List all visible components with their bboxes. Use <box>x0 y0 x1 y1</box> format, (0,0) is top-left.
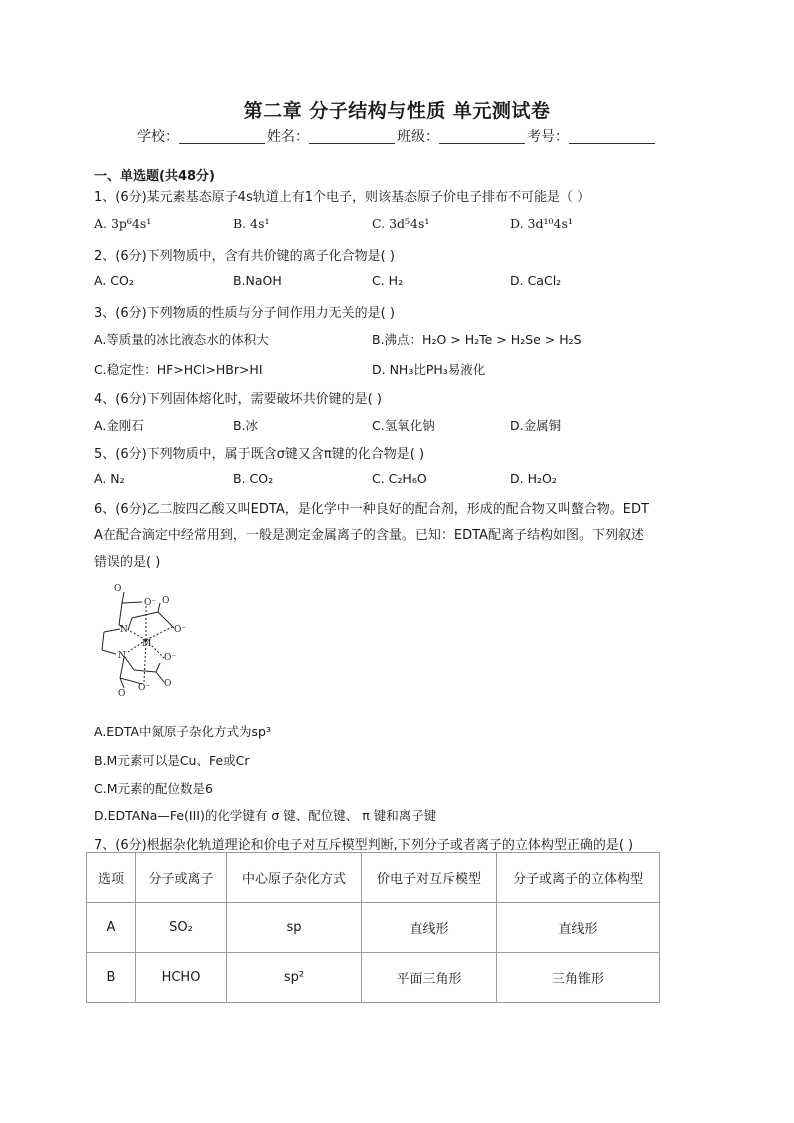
q3-option-a: A.等质量的冰比液态水的体积大 <box>94 332 269 347</box>
fig-n-label: N <box>118 651 126 661</box>
q1-option-d: D. 3d¹⁰4s¹ <box>510 216 573 231</box>
table-header-row <box>87 853 660 903</box>
question-4-stem: 4、(6分)下列固体熔化时，需要破坏共价键的是( ) <box>94 392 382 407</box>
number-blank[interactable] <box>569 129 655 144</box>
student-info-line <box>0 126 794 146</box>
q4-option-c: C.氢氧化钠 <box>372 418 435 433</box>
q6-option-d: D.EDTANa—Fe(III)的化学键有 σ 键、配位键、 π 键和离子键 <box>94 808 437 823</box>
fig-o-label: O <box>164 679 172 689</box>
q6-option-c: C.M元素的配位数是6 <box>94 781 213 796</box>
table-header-cell: 分子或离子的立体构型 <box>497 853 660 903</box>
q3-option-b: B.沸点：H₂O > H₂Te > H₂Se > H₂S <box>372 332 582 347</box>
q6-option-b: B.M元素可以是Cu、Fe或Cr <box>94 753 250 768</box>
class-label: 班级： <box>397 129 439 145</box>
q2-option-a: A. CO₂ <box>94 273 134 288</box>
school-label: 学校： <box>137 129 179 145</box>
page-title: 第二章 分子结构与性质 单元测试卷 <box>243 100 551 122</box>
school-blank[interactable] <box>179 129 265 144</box>
q1-option-c: C. 3d⁵4s¹ <box>372 216 430 231</box>
table-cell: HCHO <box>136 953 227 1003</box>
fig-o-label: O <box>114 584 122 594</box>
fig-m-label: M <box>142 639 152 649</box>
q2-option-b: B.NaOH <box>233 273 282 288</box>
fig-o-label: O <box>118 689 126 698</box>
q2-option-c: C. H₂ <box>372 273 404 288</box>
question-7-table <box>86 852 660 1003</box>
fig-om-label: O⁻ <box>164 653 177 663</box>
table-cell: 直线形 <box>497 903 660 953</box>
q1-option-b: B. 4s¹ <box>233 216 270 231</box>
fig-om-label: O⁻ <box>138 683 151 693</box>
q5-option-c: C. C₂H₆O <box>372 471 427 486</box>
table-cell: 直线形 <box>362 903 497 953</box>
q2-option-d: D. CaCl₂ <box>510 273 562 288</box>
name-blank[interactable] <box>309 129 395 144</box>
table-cell: SO₂ <box>136 903 227 953</box>
q5-option-b: B. CO₂ <box>233 471 274 486</box>
name-label: 姓名： <box>267 129 309 145</box>
q3-option-c: C.稳定性：HF>HCl>HBr>HI <box>94 362 263 377</box>
fig-o-label: O <box>162 596 170 606</box>
q4-option-b: B.冰 <box>233 418 259 433</box>
fig-om-label: O⁻ <box>174 625 187 635</box>
question-7-stem: 7、(6分)根据杂化轨道理论和价电子对互斥模型判断,下列分子或者离子的立体构型正确的是( ) <box>94 838 634 853</box>
fig-n-label: N <box>120 625 128 635</box>
q4-option-a: A.金刚石 <box>94 418 144 433</box>
table-row <box>87 903 660 953</box>
q4-option-d: D.金属铜 <box>510 418 562 433</box>
table-cell: 平面三角形 <box>362 953 497 1003</box>
q6-option-a: A.EDTA中氮原子杂化方式为sp³ <box>94 724 272 739</box>
class-blank[interactable] <box>439 129 525 144</box>
table-header-cell: 中心原子杂化方式 <box>227 853 362 903</box>
q5-option-a: A. N₂ <box>94 471 125 486</box>
table-header-cell: 价电子对互斥模型 <box>362 853 497 903</box>
table-cell: sp <box>227 903 362 953</box>
question-6-line-1: 6、(6分)乙二胺四乙酸又叫EDTA，是化学中一种良好的配合剂，形成的配合物又叫螯合物。EDT <box>94 502 649 517</box>
question-5-stem: 5、(6分)下列物质中，属于既含σ键又含π键的化合物是( ) <box>94 447 425 462</box>
q3-option-d: D. NH₃比PH₃易液化 <box>372 362 486 377</box>
table-header-cell: 分子或离子 <box>136 853 227 903</box>
table-cell: B <box>87 953 136 1003</box>
fig-om-label: O⁻ <box>144 598 157 608</box>
edta-structure-figure <box>94 578 214 698</box>
section-heading: 一、单选题(共48分) <box>94 169 215 184</box>
question-6-line-3: 错误的是( ) <box>94 555 161 570</box>
table-cell: A <box>87 903 136 953</box>
number-label: 考号： <box>527 129 569 145</box>
table-cell: sp² <box>227 953 362 1003</box>
question-6-line-2: A在配合滴定中经常用到，一般是测定金属离子的含量。已知：EDTA配离子结构如图。下列叙述 <box>94 528 644 543</box>
question-2-stem: 2、(6分)下列物质中，含有共价键的离子化合物是( ) <box>94 249 395 264</box>
q5-option-d: D. H₂O₂ <box>510 471 557 486</box>
question-3-stem: 3、(6分)下列物质的性质与分子间作用力无关的是( ) <box>94 306 395 321</box>
table-cell: 三角锥形 <box>497 953 660 1003</box>
question-1-stem: 1、(6分)某元素基态原子4s轨道上有1个电子，则该基态原子价电子排布不可能是（ ） <box>94 190 591 205</box>
q1-option-a: A. 3p⁶4s¹ <box>94 216 152 231</box>
table-header-cell: 选项 <box>87 853 136 903</box>
table-row <box>87 953 660 1003</box>
